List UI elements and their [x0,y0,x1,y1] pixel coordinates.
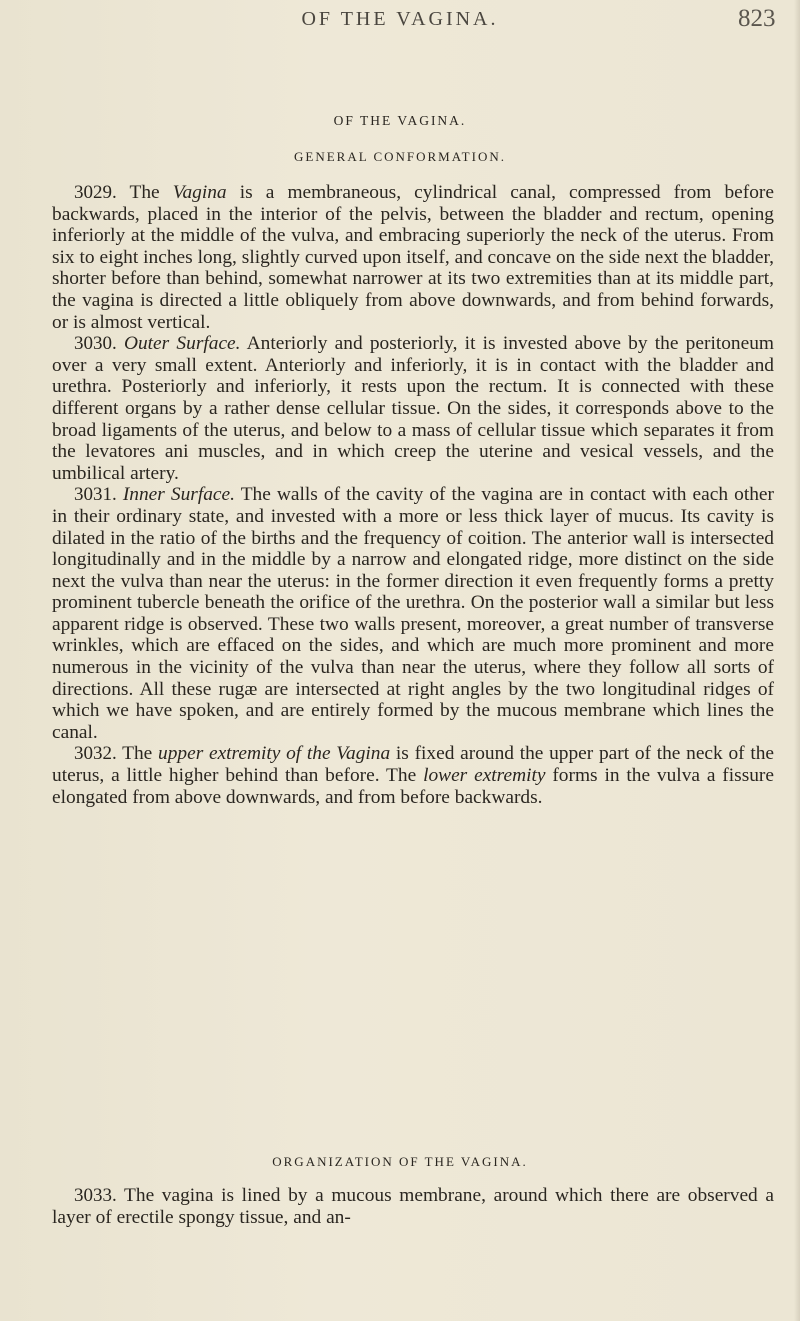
paragraph-text: forms in the vulva a fissure elongated from above downwards, and from before backwards. [52,765,774,808]
section-heading: OF THE VAGINA. [333,113,467,128]
paragraph-number: 3033. [74,1185,117,1206]
page-number: 823 [738,5,776,32]
paragraph-3032 [52,743,774,808]
paragraph-text: Anteriorly and posteriorly, it is invested above by the peritoneum over a very small extent. Anteriorly and inferiorly, it is in contact with the bladder and urethra. Posteriorly and inferiorly, it rests upon the rectum. It is connected with these different organs by a rather dense cellular tissue. On the sides, it corresponds above to the broad ligaments of the uterus, and below to a mass of cellular tissue which separates it from the levatores ani muscles, and in which creep the uterine and vesical vessels, and the umbilical artery. [52,333,774,484]
paragraph-3029 [52,182,774,333]
italic-term: lower extremity [423,765,546,787]
italic-term: upper extremity of the Vagina [158,743,391,765]
running-head [0,5,800,40]
paragraph-text [117,333,124,354]
section-heading-organization: ORGANIZATION OF THE VAGINA. [272,1154,528,1169]
paragraph-text: The [116,182,173,203]
paragraph-3033 [52,1185,774,1228]
body-text-organization [52,1185,774,1228]
paragraph-text: is fixed around the upper part of the neck of the uterus, a little higher behind than before. The [52,743,775,787]
paragraph-number: 3032. [74,743,117,765]
paragraph-number: 3031. [74,484,117,506]
body-text-main [52,182,774,808]
paragraph-3031 [52,484,774,743]
italic-term: Vagina [172,182,227,203]
running-title: OF THE VAGINA. [301,8,499,30]
paragraph-number: 3029. [74,182,117,203]
section-subheading: GENERAL CONFORMATION. [294,149,506,164]
paragraph-text: The vagina is lined by a mucous membrane, around which there are observed a layer of erectile spongy tissue, and an- [52,1185,774,1228]
paragraph-text: is a membraneous, cylindrical canal, compressed from before backwards, placed in the interior of the pelvis, between the bladder and rectum, opening inferiorly at the middle of the vulva, and embracing superiorly the neck of the uterus. From six to eight inches long, slightly curved upon itself, and concave on the side next the bladder, shorter before than behind, somewhat narrower at its two extremities than at its middle part, the vagina is directed a little obliquely from above downwards, and from behind forwards, or is almost vertical. [52,182,774,333]
paragraph-number: 3030. [74,333,117,355]
italic-term: Outer Surface. [123,333,241,355]
page-edge-shadow [794,0,800,1321]
paragraph-3030 [52,333,774,484]
paragraph-text: The [116,743,158,765]
paragraph-text: The walls of the cavity of the vagina are in contact with each other in their ordinary state, and invested with a more or less thick layer of mucus. Its cavity is dilated in the ratio of the births and the frequency of coition. The anterior wall is intersected longitudinally and in the middle by a narrow and elongated ridge, more distinct on the side next the vulva than near the uterus: in the former direction it even frequently forms a pretty prominent tubercle beneath the orifice of the urethra. On the posterior wall a similar but less apparent ridge is observed. These two walls present, moreover, a great number of transverse wrinkles, which are effaced on the sides, and which are much more prominent and more numerous in the vicinity of the vulva than near the uterus, where they follow all sorts of directions. All these rugæ are intersected at right angles by the two longitudinal ridges of which we have spoken, and are entirely formed by the mucous membrane which lines the canal. [52,484,774,743]
italic-term: Inner Surface. [122,484,235,506]
